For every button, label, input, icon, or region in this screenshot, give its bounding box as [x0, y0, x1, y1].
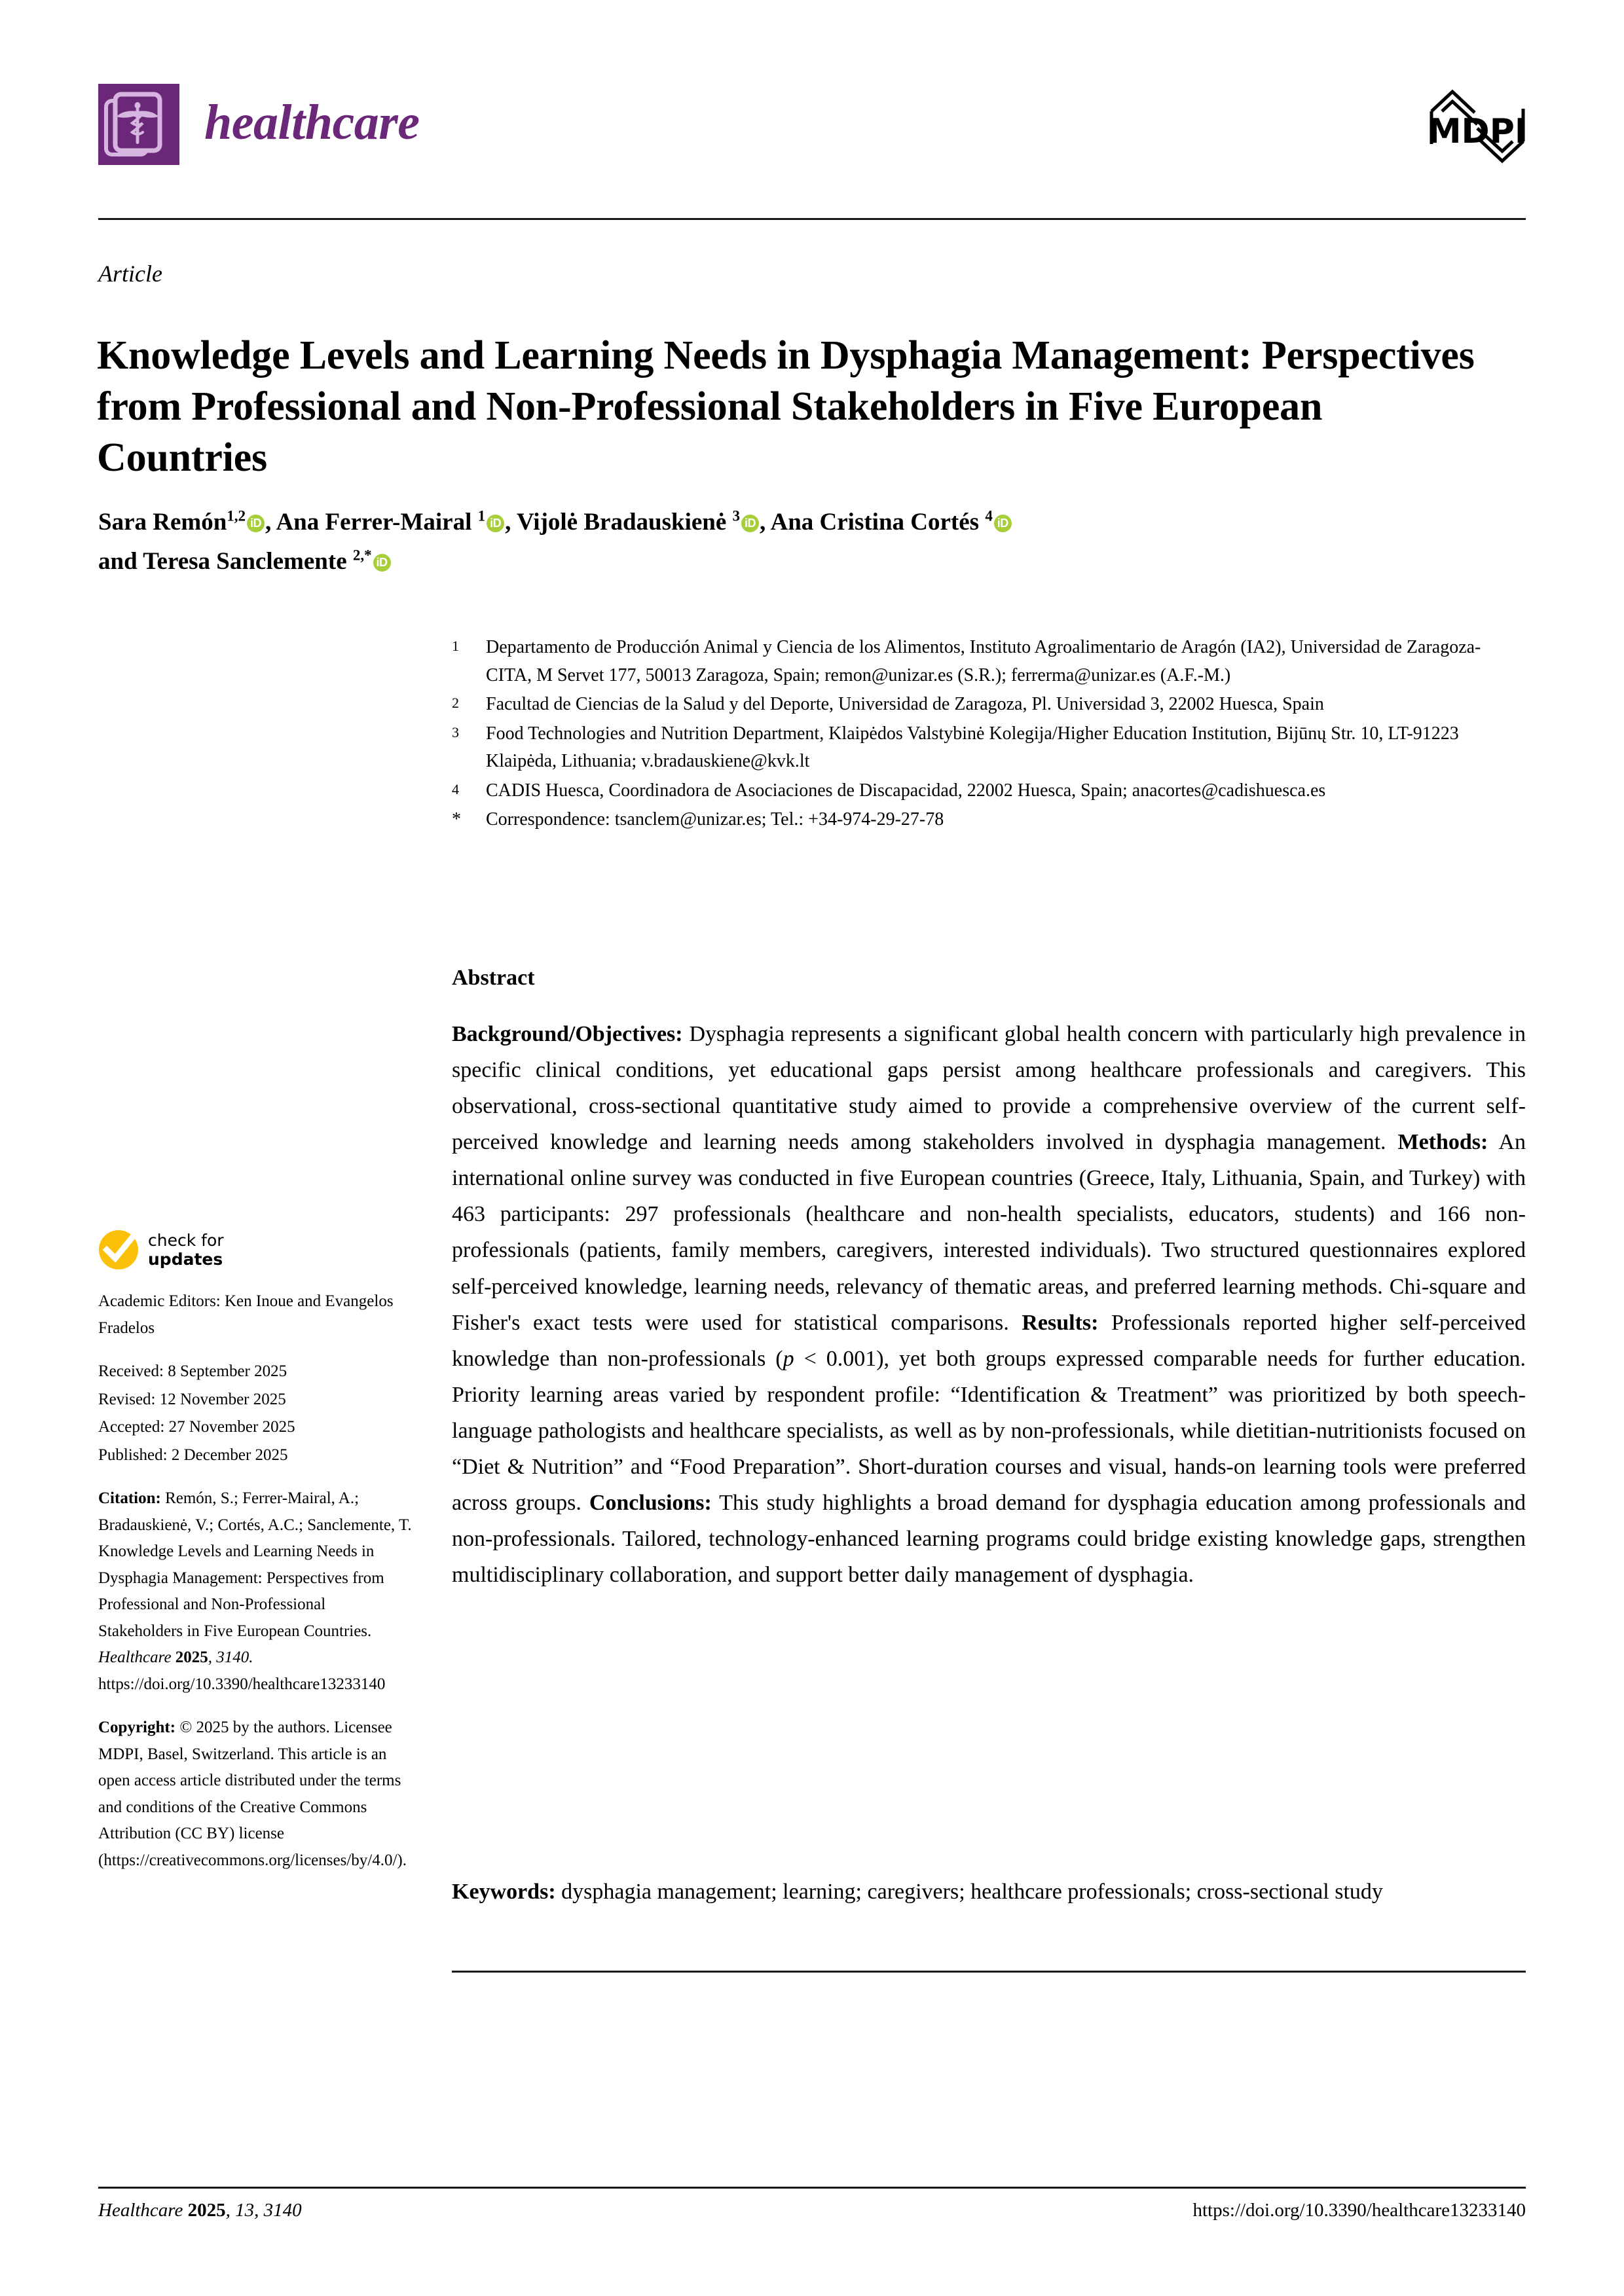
check-circle-icon — [98, 1230, 139, 1270]
footer-year: 2025 — [187, 2200, 226, 2221]
correspondence-text: Correspondence: tsanclem@unizar.es; Tel.: +34-974-29-27-78 — [486, 809, 944, 830]
author-separator: , — [505, 509, 517, 536]
sidebar — [98, 1230, 413, 1891]
orcid-icon[interactable]: iD — [487, 515, 504, 532]
abstract-text — [452, 1016, 1526, 1593]
author-name: Teresa Sanclemente — [143, 547, 347, 575]
copyright-label: Copyright: — [98, 1719, 176, 1736]
author-name: Ana Cristina Cortés — [770, 509, 980, 536]
abstract-results-text-a: Professionals reported higher self-perceived knowledge than non-professionals ( — [452, 1310, 1526, 1371]
check-for-updates-badge[interactable] — [98, 1230, 413, 1270]
author-affiliation-marker: 2,* — [352, 547, 372, 564]
affiliation-text: Facultad de Ciencias de la Salud y del Deporte, Universidad de Zaragoza, Pl. Universidad 3, 22002 Huesca, Spain — [486, 694, 1324, 715]
keywords-section — [452, 1874, 1526, 1910]
citation-label: Citation: — [98, 1489, 161, 1507]
citation-doi-link[interactable]: https://doi.org/10.3390/healthcare13233140 — [98, 1675, 386, 1693]
abstract-methods-label: Methods: — [1397, 1130, 1488, 1155]
abstract-conclusions-text: This study highlights a broad demand for dysphagia education among professionals and non-professionals. Tailored, technology-enhanced learning programs could bridge existing knowledge gaps, strengthen multidisciplinary collaboration, and support better daily management of dysphagia. — [452, 1491, 1526, 1588]
affiliation-marker: 3 — [452, 723, 459, 740]
cfu-line-2: updates — [148, 1250, 223, 1269]
abstract-results-label: Results: — [1022, 1310, 1099, 1335]
abstract-background-label: Background/Objectives: — [452, 1022, 683, 1046]
citation-year: 2025 — [175, 1649, 208, 1666]
date-published: Published: 2 December 2025 — [98, 1446, 288, 1464]
journal-logo[interactable] — [98, 84, 420, 165]
copyright-text: © 2025 by the authors. Licensee MDPI, Basel, Switzerland. This article is an open access article distributed under the terms and conditions of the Creative Commons Attribution (CC BY) license (https://creativecommons.org/licenses/by/4.0/). — [98, 1719, 407, 1869]
footer-journal: Healthcare — [98, 2200, 183, 2221]
author-affiliation-marker: 3 — [732, 507, 741, 524]
footer-volume-page: , 13, 3140 — [225, 2200, 302, 2221]
affiliation-row — [452, 777, 1526, 805]
footer-citation — [98, 2200, 302, 2221]
author-entry[interactable] — [770, 509, 1012, 536]
orcid-icon[interactable]: iD — [373, 554, 391, 572]
check-for-updates-text — [148, 1231, 224, 1269]
author-affiliation-marker: 4 — [985, 507, 993, 524]
footer-doi[interactable]: https://doi.org/10.3390/healthcare13233140 — [1192, 2200, 1526, 2221]
abstract-results-text-b: < 0.001), yet both groups expressed comparable needs for further education. Priority learning areas varied by respondent profile: “Identification & Treatment” was prioritized by both speech-language pathologists and healthcare specialists, as well as by non-professionals, while dietitian-nutritionists focused on “Diet & Nutrition” and “Food Preparation”. Short-duration courses and visual, hands-on learning tools were preferred across groups. — [452, 1346, 1526, 1516]
abstract-background-text: Dysphagia represents a significant global health concern with particularly high prevalence in specific clinical conditions, yet educational gaps persist among healthcare professionals and caregivers. This observational, cross-sectional quantitative study aimed to provide a comprehensive overview of the current self-perceived knowledge and learning needs among stakeholders involved in dysphagia management. — [452, 1022, 1526, 1155]
author-name: Sara Remón — [98, 509, 227, 536]
header-divider — [98, 218, 1526, 220]
correspondence-marker: * — [452, 809, 461, 830]
affiliation-marker: 4 — [452, 780, 459, 797]
academic-editors-text: Academic Editors: Ken Inoue and Evangelos Fradelos — [98, 1292, 394, 1337]
author-separator: , — [760, 509, 771, 536]
page-title: Knowledge Levels and Learning Needs in Dysphagia Management: Perspectives from Professional and Non-Professional Stakeholders in Five European Countries — [97, 333, 1475, 480]
academic-editors — [98, 1288, 413, 1341]
keywords-label: Keywords: — [452, 1880, 556, 1904]
affiliations-list — [452, 634, 1526, 835]
keywords-text: dysphagia management; learning; caregivers; healthcare professionals; cross-sectional study — [555, 1880, 1383, 1904]
orcid-icon[interactable]: iD — [994, 515, 1012, 532]
copyright-block — [98, 1715, 413, 1874]
orcid-icon[interactable]: iD — [741, 515, 759, 532]
affiliation-row — [452, 634, 1526, 689]
affiliation-text: Food Technologies and Nutrition Department, Klaipėdos Valstybinė Kolegija/Higher Education Institution, Bijūnų Str. 10, LT-91223 Klaipėda, Lithuania; v.bradauskiene@kvk.lt — [486, 723, 1459, 772]
abstract-methods-text: An international online survey was conducted in five European countries (Greece, Italy, Lithuania, Spain, and Turkey) with 463 participants: 297 professionals (healthcare and non-health specialists, educators, students) and 166 non-professionals (patients, family members, caregivers, interested individuals). Two structured questionnaires explored self-perceived knowledge, learning needs, relevancy of thematic areas, and preferred learning methods. Chi-square and Fisher's exact tests were used for statistical comparisons. — [452, 1130, 1526, 1335]
author-entry[interactable] — [98, 509, 265, 536]
affiliation-text: Departamento de Producción Animal y Ciencia de los Alimentos, Instituto Agroalimentario de Aragón (IA2), Universidad de Zaragoza-CITA, M Servet 177, 50013 Zaragoza, Spain; remon@unizar.es (S.R.); ferrerma@unizar.es (A.F.-M.) — [486, 637, 1481, 685]
article-type-label: Article — [98, 261, 162, 287]
citation-block — [98, 1485, 413, 1698]
healthcare-caduceus-tablet-icon — [98, 84, 179, 165]
affiliation-row — [452, 691, 1526, 719]
author-name: Ana Ferrer-Mairal — [276, 509, 472, 536]
footer-divider — [98, 2187, 1526, 2189]
mdpi-logo[interactable] — [1429, 85, 1526, 168]
author-conjunction: and — [98, 547, 143, 575]
keywords-divider — [452, 1971, 1526, 1973]
author-list — [98, 503, 1473, 581]
cfu-line-1: check for — [148, 1231, 224, 1250]
author-entry[interactable] — [517, 509, 760, 536]
affiliation-marker: 2 — [452, 695, 459, 712]
author-entry[interactable] — [143, 548, 391, 575]
publication-dates — [98, 1358, 413, 1468]
masthead — [98, 84, 1526, 169]
author-affiliation-marker: 1 — [477, 507, 486, 524]
abstract-p-symbol: p — [783, 1346, 794, 1371]
affiliation-row — [452, 720, 1526, 776]
date-accepted: Accepted: 27 November 2025 — [98, 1418, 295, 1436]
journal-title: healthcare — [204, 95, 420, 150]
svg-text:MDPI: MDPI — [1429, 112, 1526, 151]
author-entry[interactable] — [276, 509, 505, 536]
affiliation-marker: 1 — [452, 638, 459, 654]
affiliation-text: CADIS Huesca, Coordinadora de Asociaciones de Discapacidad, 22002 Huesca, Spain; anacortes@cadishuesca.es — [486, 780, 1326, 801]
date-revised: Revised: 12 November 2025 — [98, 1390, 286, 1408]
orcid-icon[interactable]: iD — [247, 515, 265, 532]
citation-journal: Healthcare — [98, 1649, 172, 1666]
abstract-conclusions-label: Conclusions: — [589, 1491, 712, 1516]
abstract-heading: Abstract — [452, 966, 535, 990]
correspondence-row — [452, 806, 1526, 834]
author-name: Vijolė Bradauskienė — [516, 509, 727, 536]
date-received: Received: 8 September 2025 — [98, 1362, 287, 1380]
author-affiliation-marker: 1,2 — [227, 507, 246, 524]
citation-volume-page: , 3140. — [208, 1649, 253, 1666]
author-separator: , — [265, 509, 276, 536]
citation-text: Remón, S.; Ferrer-Mairal, A.; Bradauskienė, V.; Cortés, A.C.; Sanclemente, T. Knowledge Levels and Learning Needs in Dysphagia Management: Perspectives from Professional and Non-Professional Stakeholders in Five European Countries. — [98, 1489, 412, 1640]
